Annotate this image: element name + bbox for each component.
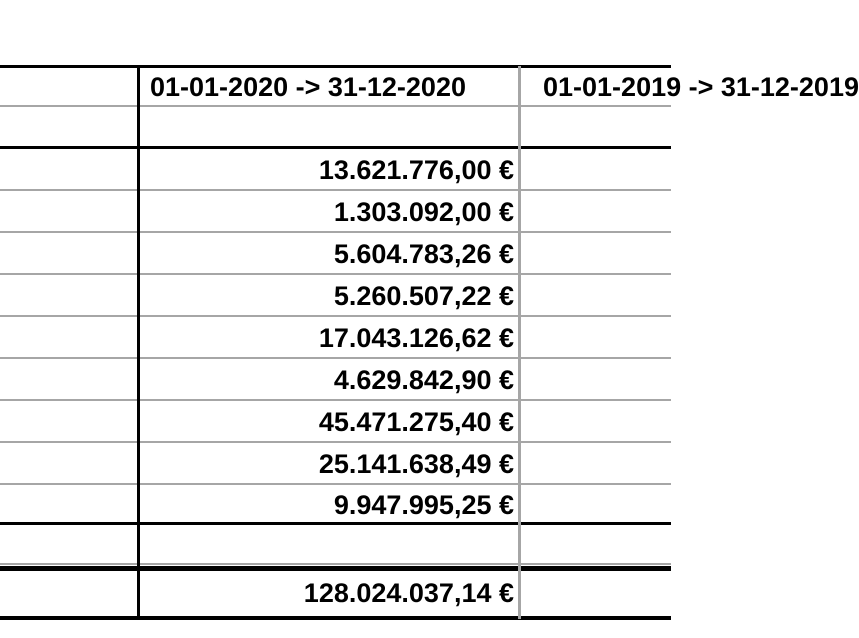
value-cell: 13.621.776,00 € [318, 155, 514, 185]
value-cell: 4.629.842,90 € [333, 365, 514, 395]
total-value-cell: 128.024.037,14 € [303, 578, 514, 608]
row-divider [0, 189, 671, 191]
total-top-border [0, 566, 671, 571]
row-divider [0, 231, 671, 233]
row-divider [0, 399, 671, 401]
blank-row-bottom-border [0, 146, 671, 149]
row-divider [0, 357, 671, 359]
total-bottom-border [0, 616, 671, 620]
blank-row-bottom-border [0, 563, 671, 565]
row-divider [0, 315, 671, 317]
value-cell: 25.141.638,49 € [318, 449, 514, 479]
row-divider [0, 483, 671, 485]
column-border-right [518, 66, 521, 619]
value-cell: 5.260.507,22 € [333, 281, 514, 311]
value-cell: 9.947.995,25 € [333, 490, 514, 520]
row-divider [0, 273, 671, 275]
value-cell: 17.043.126,62 € [318, 323, 514, 353]
value-cell: 45.471.275,40 € [318, 407, 514, 437]
value-cell: 1.303.092,00 € [333, 197, 514, 227]
value-cell: 5.604.783,26 € [333, 239, 514, 269]
column-header-2020: 01-01-2020 -> 31-12-2020 [150, 72, 466, 102]
row-divider [0, 441, 671, 443]
column-header-2019: 01-01-2019 -> 31-12-2019 [543, 72, 859, 102]
